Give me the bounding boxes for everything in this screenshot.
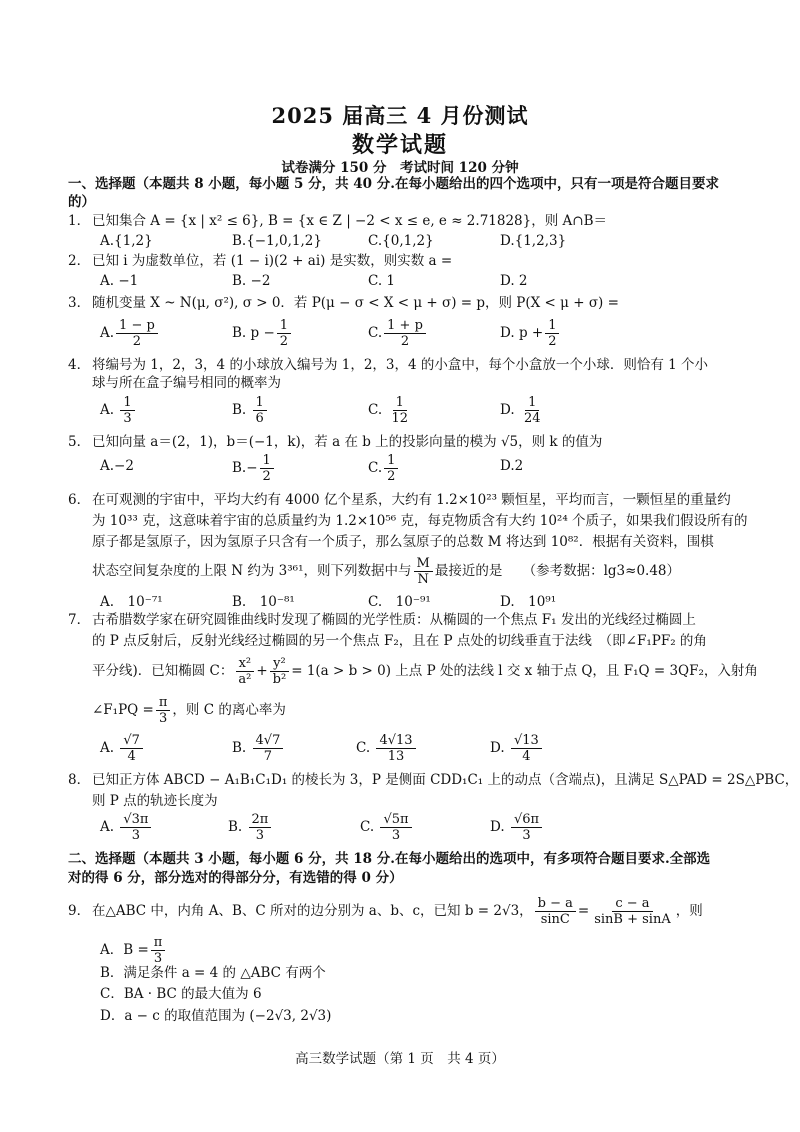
q9-option-a: A．B = $\frac{\pi}{3}$ [100, 935, 167, 966]
question-stem: 在△ABC 中，内角 A、B、C 所对的边分别为 a、b、c，已知 b = 2√3， [92, 903, 533, 919]
q4-option-c: C. $\frac{1}{12}$ [368, 395, 413, 426]
question-number: 9． [68, 903, 91, 919]
question-stem: 在可观测的宇宙中，平均大约有 4000 亿个星系，大约有 1.2×10²³ 颗恒星，平均而言，一颗恒星的重量约 [92, 492, 731, 508]
question-6-line4: 状态空间复杂度的上限 N 约为 3³⁶¹，则下列数据中与 $\frac{M}{N}$ 最接近的是 （参考数据：lg3≈0.48） [92, 556, 680, 587]
fraction: $\frac{√13}{4}$ [511, 733, 542, 764]
q2-option-a: A. −1 [100, 273, 139, 289]
section1-heading: 一、选择题（本题共 8 小题，每小题 5 分，共 40 分.在每小题给出的四个选项中，只有一项是符合题目要求 [68, 176, 719, 192]
fraction: $\frac{\pi}{3}$ [151, 935, 166, 966]
fraction: $\frac{1}{2}$ [277, 318, 291, 349]
q3-option-a: A. $\frac{1 - p}{2}$ [100, 318, 160, 349]
q7-option-c: C. $\frac{4√13}{13}$ [356, 733, 418, 764]
question-stem: 古希腊数学家在研究圆锥曲线时发现了椭圆的光学性质：从椭圆的一个焦点 F₁ 发出的光线经过椭圆上 [92, 612, 696, 628]
q9-option-b: B．满足条件 a = 4 的 △ABC 有两个 [100, 965, 326, 981]
fraction: $\frac{1}{24}$ [523, 395, 541, 426]
fraction: $\frac{\text{y²}}{\text{b²}}$ [270, 656, 290, 687]
q6-option-b: B. 10⁻⁸¹ [232, 594, 295, 610]
fraction: $\frac{√3\pi}{3}$ [120, 812, 151, 843]
question-stem: 已知正方体 ABCD − A₁B₁C₁D₁ 的棱长为 3，P 是侧面 CDD₁C₁ 上的动点（含端点)，且满足 S△PAD = 2S△PBC， [92, 772, 799, 788]
question-stem: 随机变量 X ~ N(μ, σ²), σ > 0．若 P(μ − σ < X < μ + σ) = p，则 P(X < μ + σ) = [92, 295, 619, 311]
fraction: $\frac{M}{N}$ [414, 556, 433, 587]
fraction: $\frac{b - a}{\sin C}$ [535, 896, 576, 927]
fraction: $\frac{√7}{4}$ [120, 733, 143, 764]
q3-option-c: C. $\frac{1 + p}{2}$ [368, 318, 428, 349]
q6-option-d: D. 10⁹¹ [500, 594, 557, 610]
section2-heading: 二、选择题（本题共 3 小题，每小题 6 分，共 18 分.在每小题给出的选项中，有多项符合题目要求.全部选 [68, 851, 711, 867]
question-6-line2: 为 10³³ 克，这意味着宇宙的总质量约为 1.2×10⁵⁶ 克，每克物质含有大约 10²⁴ 个质子，如果我们假设所有的 [92, 513, 748, 529]
fraction: $\frac{4√13}{13}$ [376, 733, 415, 764]
q7-option-d: D. $\frac{√13}{4}$ [490, 733, 544, 764]
q2-option-c: C. 1 [368, 273, 396, 289]
q3-option-b: B. p − $\frac{1}{2}$ [232, 318, 293, 349]
q3-option-d: D. p + $\frac{1}{2}$ [500, 318, 561, 349]
question-stem: 已知向量 a＝(2，1)，b＝(−1，k)，若 a 在 b 上的投影向量的模为 √5，则 k 的值为 [92, 434, 603, 450]
question-8 [68, 772, 798, 789]
question-6-line3: 原子都是氢原子，因为氢原子只含有一个质子，那么氢原子的总数 M 将达到 10⁸²．根据有关资料，围棋 [92, 534, 714, 550]
question-number: 7． [68, 612, 91, 628]
question-7-line3: 平分线)．已知椭圆 C： $\frac{\text{x²}}{\text{a²}}$ + $\frac{\text{y²}}{\text{b²}}$ = 1(a > b > 0) 上点 P 处的法线 l 交 x 轴于点 Q，且 F₁Q = 3QF₂，入射角 [92, 656, 758, 687]
section1-heading-cont: 的） [68, 194, 95, 210]
question-5 [68, 434, 602, 451]
question-number: 1． [68, 213, 91, 229]
question-8-cont: 则 P 点的轨迹长度为 [92, 793, 218, 809]
q1-option-b: B.{−1,0,1,2} [232, 233, 322, 249]
question-number: 5． [68, 434, 91, 450]
page-footer: 高三数学试题（第 1 页 共 4 页） [295, 1051, 505, 1067]
fraction: $\frac{1 - p}{2}$ [116, 318, 158, 349]
q6-option-c: C. 10⁻⁹¹ [368, 594, 431, 610]
fraction: $\frac{1}{2}$ [545, 318, 559, 349]
question-1 [68, 213, 607, 230]
q7-option-b: B. $\frac{4√7}{7}$ [232, 733, 285, 764]
fraction: $\frac{1}{2}$ [384, 453, 398, 484]
fraction: $\frac{1}{2}$ [260, 453, 274, 484]
q1-option-d: D.{1,2,3} [500, 233, 567, 249]
q8-option-a: A. $\frac{√3\pi}{3}$ [100, 812, 153, 843]
q4-option-a: A. $\frac{1}{3}$ [100, 395, 137, 426]
fraction: $\frac{√6\pi}{3}$ [511, 812, 542, 843]
question-number: 4． [68, 357, 91, 373]
question-7-line2: 的 P 点反射后，反射光线经过椭圆的另一个焦点 F₂，且在 P 点处的切线垂直于法线 （即∠F₁PF₂ 的角 [92, 633, 707, 649]
question-stem: 已知 i 为虚数单位，若 (1 − i)(2 + ai) 是实数，则实数 a = [92, 253, 453, 269]
question-3 [68, 295, 619, 312]
fraction: $\frac{1 + p}{2}$ [384, 318, 426, 349]
fraction: $\frac{1}{12}$ [391, 395, 408, 426]
fraction: $\frac{√5\pi}{3}$ [380, 812, 411, 843]
q1-option-a: A.{1,2} [100, 233, 153, 249]
question-number: 6． [68, 492, 91, 508]
question-4-cont: 球与所在盒子编号相同的概率为 [92, 375, 281, 391]
question-7 [68, 612, 696, 629]
question-2 [68, 253, 452, 270]
q2-option-b: B. −2 [232, 273, 271, 289]
q7-option-a: A. $\frac{√7}{4}$ [100, 733, 145, 764]
question-6 [68, 492, 731, 509]
q1-option-c: C.{0,1,2} [368, 233, 434, 249]
q8-option-d: D. $\frac{√6\pi}{3}$ [490, 812, 544, 843]
q6-option-a: A. 10⁻⁷¹ [100, 594, 163, 610]
question-stem: 已知集合 A = {x | x² ≤ 6}, B = {x ∈ Z | −2 < x ≤ e, e ≈ 2.71828}，则 A∩B＝ [92, 213, 607, 229]
q2-option-d: D. 2 [500, 273, 528, 289]
q8-option-b: B. $\frac{2\pi}{3}$ [228, 812, 273, 843]
fraction: $\frac{\text{x²}}{\text{a²}}$ [235, 656, 254, 687]
q9-option-d: D．a − c 的取值范围为 (−2√3, 2√3) [100, 1008, 332, 1024]
q4-option-d: D. $\frac{1}{24}$ [500, 395, 545, 426]
question-number: 2． [68, 253, 91, 269]
fraction: $\frac{\pi}{3}$ [156, 695, 171, 726]
q5-option-b: B.− $\frac{1}{2}$ [232, 453, 276, 484]
question-4 [68, 357, 708, 374]
fraction: $\frac{1}{3}$ [120, 395, 134, 426]
subject-title: 数学试题 [351, 132, 448, 158]
fraction: $\frac{c - a}{\sin B + \sin A}$ [594, 896, 671, 927]
question-9: 9． 在△ABC 中，内角 A、B、C 所对的边分别为 a、b、c，已知 b = 2√3， $\frac{b - a}{\sin C}$ = $\frac{c - a}{\sin B + \sin A}$ ，则 [68, 896, 703, 927]
exam-title: 2025 届高三 4 月份测试 [271, 103, 529, 128]
section2-heading-cont: 对的得 6 分，部分选对的得部分分，有选错的得 0 分） [68, 870, 403, 886]
q4-option-b: B. $\frac{1}{6}$ [232, 395, 269, 426]
fraction: $\frac{1}{6}$ [253, 395, 267, 426]
question-stem: 将编号为 1，2，3，4 的小球放入编号为 1，2，3，4 的小盒中，每个小盒放一个小球．则恰有 1 个小 [92, 357, 709, 373]
fraction: $\frac{4√7}{7}$ [253, 733, 284, 764]
question-7-line4: ∠F₁PQ = $\frac{\pi}{3}$ ，则 C 的离心率为 [92, 695, 286, 726]
q9-option-c: C．BA · BC 的最大值为 6 [100, 986, 262, 1002]
q5-option-a: A.−2 [100, 458, 134, 474]
question-number: 3． [68, 295, 91, 311]
q5-option-d: D.2 [500, 458, 524, 474]
question-number: 8． [68, 772, 91, 788]
q5-option-c: C. $\frac{1}{2}$ [368, 453, 400, 484]
exam-info: 试卷满分 150 分 考试时间 120 分钟 [281, 160, 519, 176]
fraction: $\frac{2\pi}{3}$ [249, 812, 272, 843]
q8-option-c: C. $\frac{√5\pi}{3}$ [360, 812, 414, 843]
